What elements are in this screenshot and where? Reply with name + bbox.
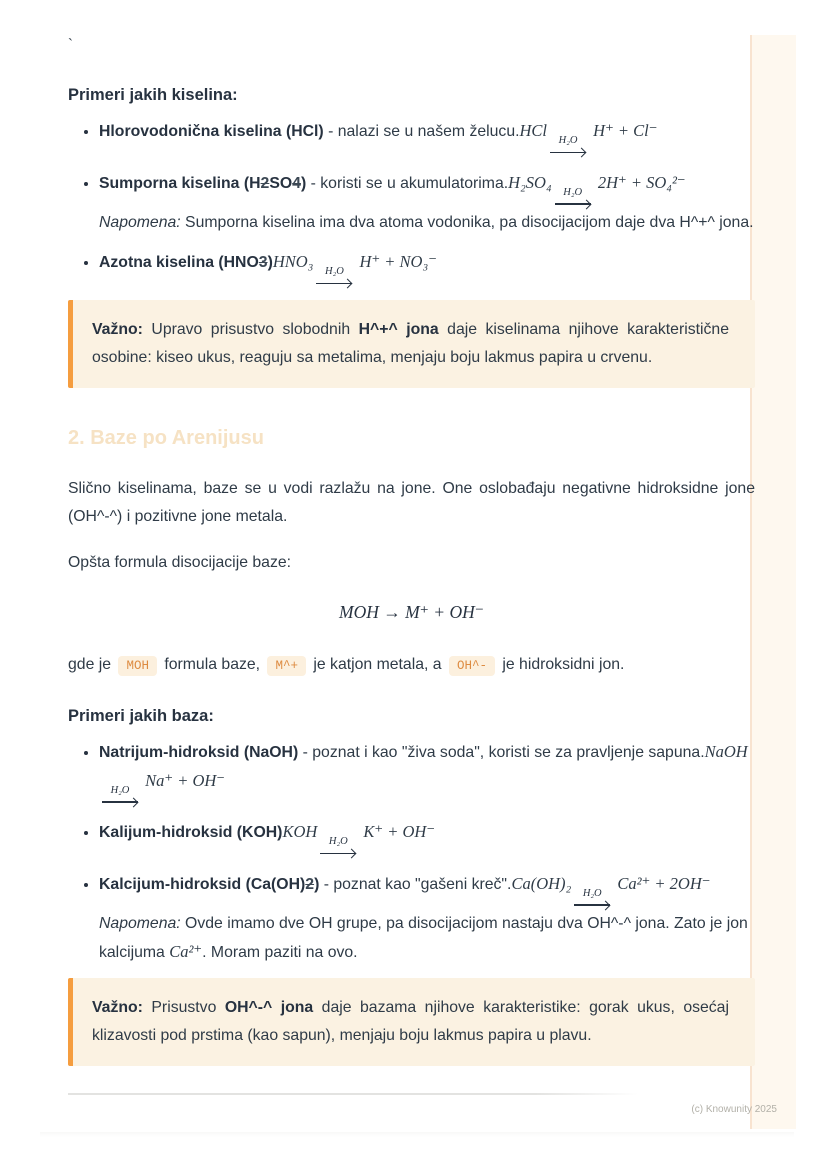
long-right-arrow-icon <box>320 849 356 859</box>
long-right-arrow-icon <box>550 148 586 158</box>
text-run: HCl <box>519 121 548 140</box>
text-run: - poznat kao "gašeni kreč". <box>319 875 512 893</box>
page-right-margin-band <box>750 35 796 1129</box>
base-item-naoh <box>99 738 755 808</box>
long-right-arrow-icon <box>574 900 610 910</box>
acid-item-hcl <box>99 117 755 158</box>
acid-item-h2so4 <box>99 169 755 238</box>
text-run: Upravo prisustvo slobodnih <box>142 320 359 338</box>
text-run: Kalijum-hidroksid (KOH) <box>99 824 283 841</box>
text-run: NaOH <box>704 741 748 761</box>
base-formula-label: Opšta formula disocijacije baze: <box>68 553 292 571</box>
text-run: - koristi se u akumulatorima. <box>306 174 509 192</box>
arrow-condition-label: H₂O <box>582 887 602 899</box>
text-run: MOH <box>118 656 157 676</box>
text-run: Sumporna kiselina ima dva atoma vodonika, pa disocijacijom daje dva H^+^ jona. <box>180 214 754 231</box>
arrow-condition-label: H₂O <box>110 784 130 796</box>
text-run: H⁺ + Cl⁻ <box>589 121 658 140</box>
text-run: ) <box>300 174 307 192</box>
stray-backtick: ` <box>68 36 73 53</box>
text-run: - nalazi se u našem želucu. <box>323 123 520 140</box>
text-run: OH^-^ jona <box>224 999 314 1016</box>
bases-intro-paragraph: Slično kiselinama, baze se u vodi razlažu na jone. One oslobađaju negativne hidroksidne jone (OH^-^) i pozitivne jone metala. <box>68 479 755 525</box>
text-run: Napomena: <box>99 214 181 231</box>
arrow-condition-label: H₂O <box>563 186 583 198</box>
text-run: je hidroksidni jon. <box>497 655 625 673</box>
text-run: Sumporna kiselina (H <box>99 174 261 192</box>
text-run: H₂SO₄ <box>508 172 552 192</box>
text-run: Na⁺ + OH⁻ <box>141 770 226 790</box>
text-run: Ca(OH)₂ <box>511 873 572 893</box>
base-dissociation-formula: MOH → M⁺ + OH⁻ <box>339 601 484 622</box>
acids-examples-heading: Primeri jakih kiselina: <box>68 86 238 104</box>
text-run: Važno: <box>92 999 143 1016</box>
text-run: ) <box>314 875 320 893</box>
copyright-text: (c) Knowunity 2025 <box>691 1103 777 1115</box>
base-examples-list <box>68 738 755 968</box>
text-run: SO <box>269 174 293 192</box>
reaction-arrow-with-label <box>320 837 356 859</box>
text-run: Ovde imamo dve OH grupe, pa disocijacijom nastaju dva OH^-^ jona. Zato je jon kalcijuma <box>99 915 748 961</box>
text-run: H⁺ + NO₃⁻ <box>355 252 437 271</box>
reaction-arrow-with-label <box>555 188 591 210</box>
reaction-arrow-with-label <box>316 267 352 289</box>
text-run: je katjon metala, a <box>308 655 446 673</box>
reaction-arrow-with-label <box>550 136 586 158</box>
document-page <box>68 36 777 1115</box>
text-run: 3 <box>258 254 268 271</box>
text-run: KOH <box>282 822 318 841</box>
text-run: gde je <box>68 655 116 673</box>
text-run: ) <box>267 254 273 271</box>
text-run: 2 <box>260 174 270 192</box>
footer-divider <box>68 1093 638 1095</box>
bases-examples-heading: Primeri jakih baza: <box>68 706 214 725</box>
text-run: H^+^ jona <box>358 320 439 338</box>
formula-legend-line <box>68 650 755 681</box>
arrow-condition-label: H₂O <box>558 135 578 146</box>
text-run: formula baze, <box>159 655 265 673</box>
long-right-arrow-icon <box>102 797 138 807</box>
text-run: Ca²⁺ + 2OH⁻ <box>613 873 711 893</box>
text-run: HNO₃ <box>272 252 314 271</box>
text-run: 2H⁺ + SO₄²⁻ <box>593 172 686 192</box>
long-right-arrow-icon <box>555 199 591 209</box>
arrow-condition-label: H₂O <box>328 836 348 847</box>
base-item-koh <box>99 818 755 859</box>
text-run: daje bazama njihove karakteristike: gorak ukus, osećaj klizavosti pod prstima (kao sapun), menjaju boju lakmus papira u plavu. <box>92 999 729 1044</box>
base-item-caoh2 <box>99 870 755 968</box>
arrow-condition-label: H₂O <box>324 266 344 277</box>
bases-section-heading: 2. Baze po Arenijusu <box>68 426 264 449</box>
text-run: Ca²⁺ <box>169 942 203 961</box>
text-run: Natrijum-hidroksid (NaOH) <box>99 743 299 761</box>
text-run: Azotna kiselina (HNO <box>99 254 259 271</box>
acid-item-hno3 <box>99 248 755 289</box>
reaction-arrow-with-label <box>102 786 138 808</box>
text-run: M^+ <box>267 656 306 676</box>
important-callout-acids <box>68 300 755 388</box>
text-run: Prisustvo <box>142 999 225 1016</box>
text-run: 4 <box>292 174 301 192</box>
text-run: . Moram paziti na ovo. <box>202 944 358 961</box>
page-bottom-shadow <box>40 1132 794 1137</box>
important-callout-bases <box>68 978 755 1066</box>
text-run: - poznat i kao "živa soda", koristi se za pravljenje sapuna. <box>298 743 705 761</box>
text-run: Napomena: <box>99 915 181 932</box>
acid-examples-list <box>68 117 755 289</box>
long-right-arrow-icon <box>316 279 352 289</box>
text-run: Kalcijum-hidroksid (Ca(OH) <box>99 875 306 893</box>
text-run: 2 <box>305 875 315 893</box>
text-run: Hlorovodonična kiselina (HCl) <box>99 123 324 140</box>
reaction-arrow-with-label <box>574 889 610 911</box>
text-run: daje kiselinama njihove karakteristične osobine: kiseo ukus, reaguju sa metalima, menjaju boju lakmus papira u crvenu. <box>92 320 729 366</box>
text-run: OH^- <box>449 656 495 676</box>
text-run: K⁺ + OH⁻ <box>359 822 436 841</box>
text-run: Važno: <box>92 320 143 338</box>
